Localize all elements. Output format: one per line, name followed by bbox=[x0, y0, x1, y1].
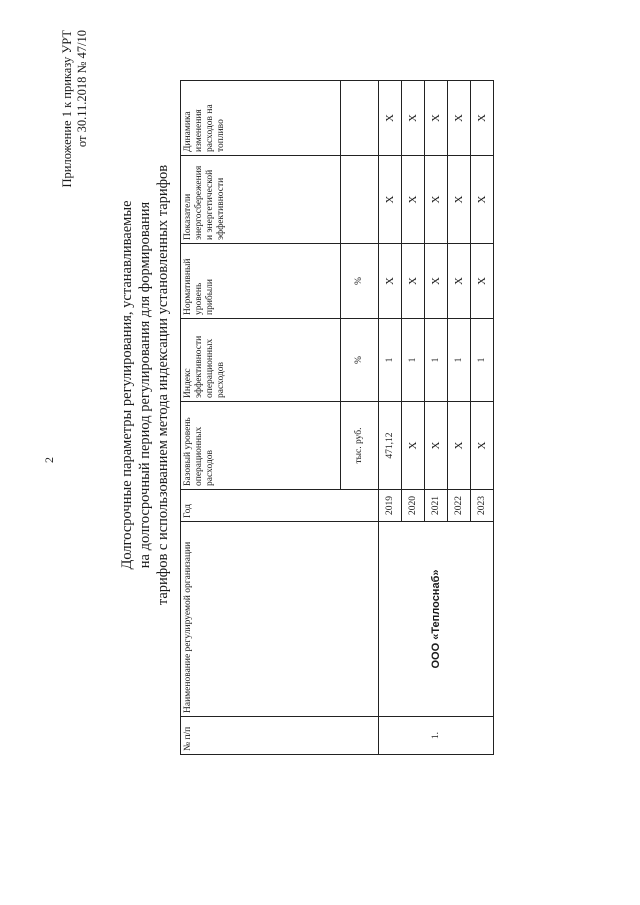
appendix-reference bbox=[60, 30, 90, 200]
base-level-cell: X bbox=[448, 402, 471, 490]
header-organization-name: Наименование регулируемой организации bbox=[181, 522, 379, 717]
header-efficiency-index: Индекс эффективности операционных расходов bbox=[181, 319, 341, 402]
table-header-row bbox=[181, 81, 341, 755]
fuel-dynamics-cell: X bbox=[402, 81, 425, 156]
row-number: 1. bbox=[379, 717, 494, 755]
header-fuel-dynamics: Динамика изменения расходов на топливо bbox=[181, 81, 341, 156]
energy-indicators-cell: X bbox=[448, 156, 471, 244]
year-cell: 2022 bbox=[448, 490, 471, 522]
energy-indicators-cell: X bbox=[379, 156, 402, 244]
header-energy-indicators: Показатели энергосбережения и энергетической эффективности bbox=[181, 156, 341, 244]
profit-level-cell: X bbox=[448, 244, 471, 319]
header-number: № п/п bbox=[181, 717, 379, 755]
base-level-cell: X bbox=[402, 402, 425, 490]
organization-name: ООО «Теплоснаб» bbox=[379, 522, 494, 717]
efficiency-index-cell: 1 bbox=[379, 319, 402, 402]
energy-indicators-cell: X bbox=[471, 156, 494, 244]
header-year: Год bbox=[181, 490, 379, 522]
page-number: 2 bbox=[42, 457, 56, 463]
fuel-dynamics-cell: X bbox=[448, 81, 471, 156]
document-title bbox=[118, 125, 172, 645]
unit-fuel-dynamics bbox=[341, 81, 379, 156]
fuel-dynamics-cell: X bbox=[471, 81, 494, 156]
fuel-dynamics-cell: X bbox=[379, 81, 402, 156]
table-row bbox=[379, 81, 402, 755]
efficiency-index-cell: 1 bbox=[471, 319, 494, 402]
header-base-level: Базовый уровень операционных расходов bbox=[181, 402, 341, 490]
unit-base-level: тыс. руб. bbox=[341, 402, 379, 490]
efficiency-index-cell: 1 bbox=[402, 319, 425, 402]
appendix-line-2: от 30.11.2018 № 47/10 bbox=[75, 30, 89, 148]
profit-level-cell: X bbox=[402, 244, 425, 319]
energy-indicators-cell: X bbox=[425, 156, 448, 244]
appendix-line-1: Приложение 1 к приказу УРТ bbox=[60, 30, 74, 188]
year-cell: 2023 bbox=[471, 490, 494, 522]
title-line-3: тарифов с использованием метода индексации установленных тарифов bbox=[155, 164, 171, 606]
efficiency-index-cell: 1 bbox=[425, 319, 448, 402]
year-cell: 2019 bbox=[379, 490, 402, 522]
unit-efficiency-index: % bbox=[341, 319, 379, 402]
unit-energy-indicators bbox=[341, 156, 379, 244]
title-line-1: Долгосрочные параметры регулирования, устанавливаемые bbox=[119, 200, 135, 570]
energy-indicators-cell: X bbox=[402, 156, 425, 244]
fuel-dynamics-cell: X bbox=[425, 81, 448, 156]
profit-level-cell: X bbox=[379, 244, 402, 319]
title-line-2: на долгосрочный период регулирования для формирования bbox=[137, 201, 153, 569]
unit-profit-level: % bbox=[341, 244, 379, 319]
year-cell: 2020 bbox=[402, 490, 425, 522]
year-cell: 2021 bbox=[425, 490, 448, 522]
base-level-cell: X bbox=[425, 402, 448, 490]
header-profit-level: Нормативный уровень прибыли bbox=[181, 244, 341, 319]
efficiency-index-cell: 1 bbox=[448, 319, 471, 402]
regulation-parameters-table bbox=[180, 80, 494, 755]
base-level-cell: 471,12 bbox=[379, 402, 402, 490]
base-level-cell: X bbox=[471, 402, 494, 490]
profit-level-cell: X bbox=[425, 244, 448, 319]
profit-level-cell: X bbox=[471, 244, 494, 319]
